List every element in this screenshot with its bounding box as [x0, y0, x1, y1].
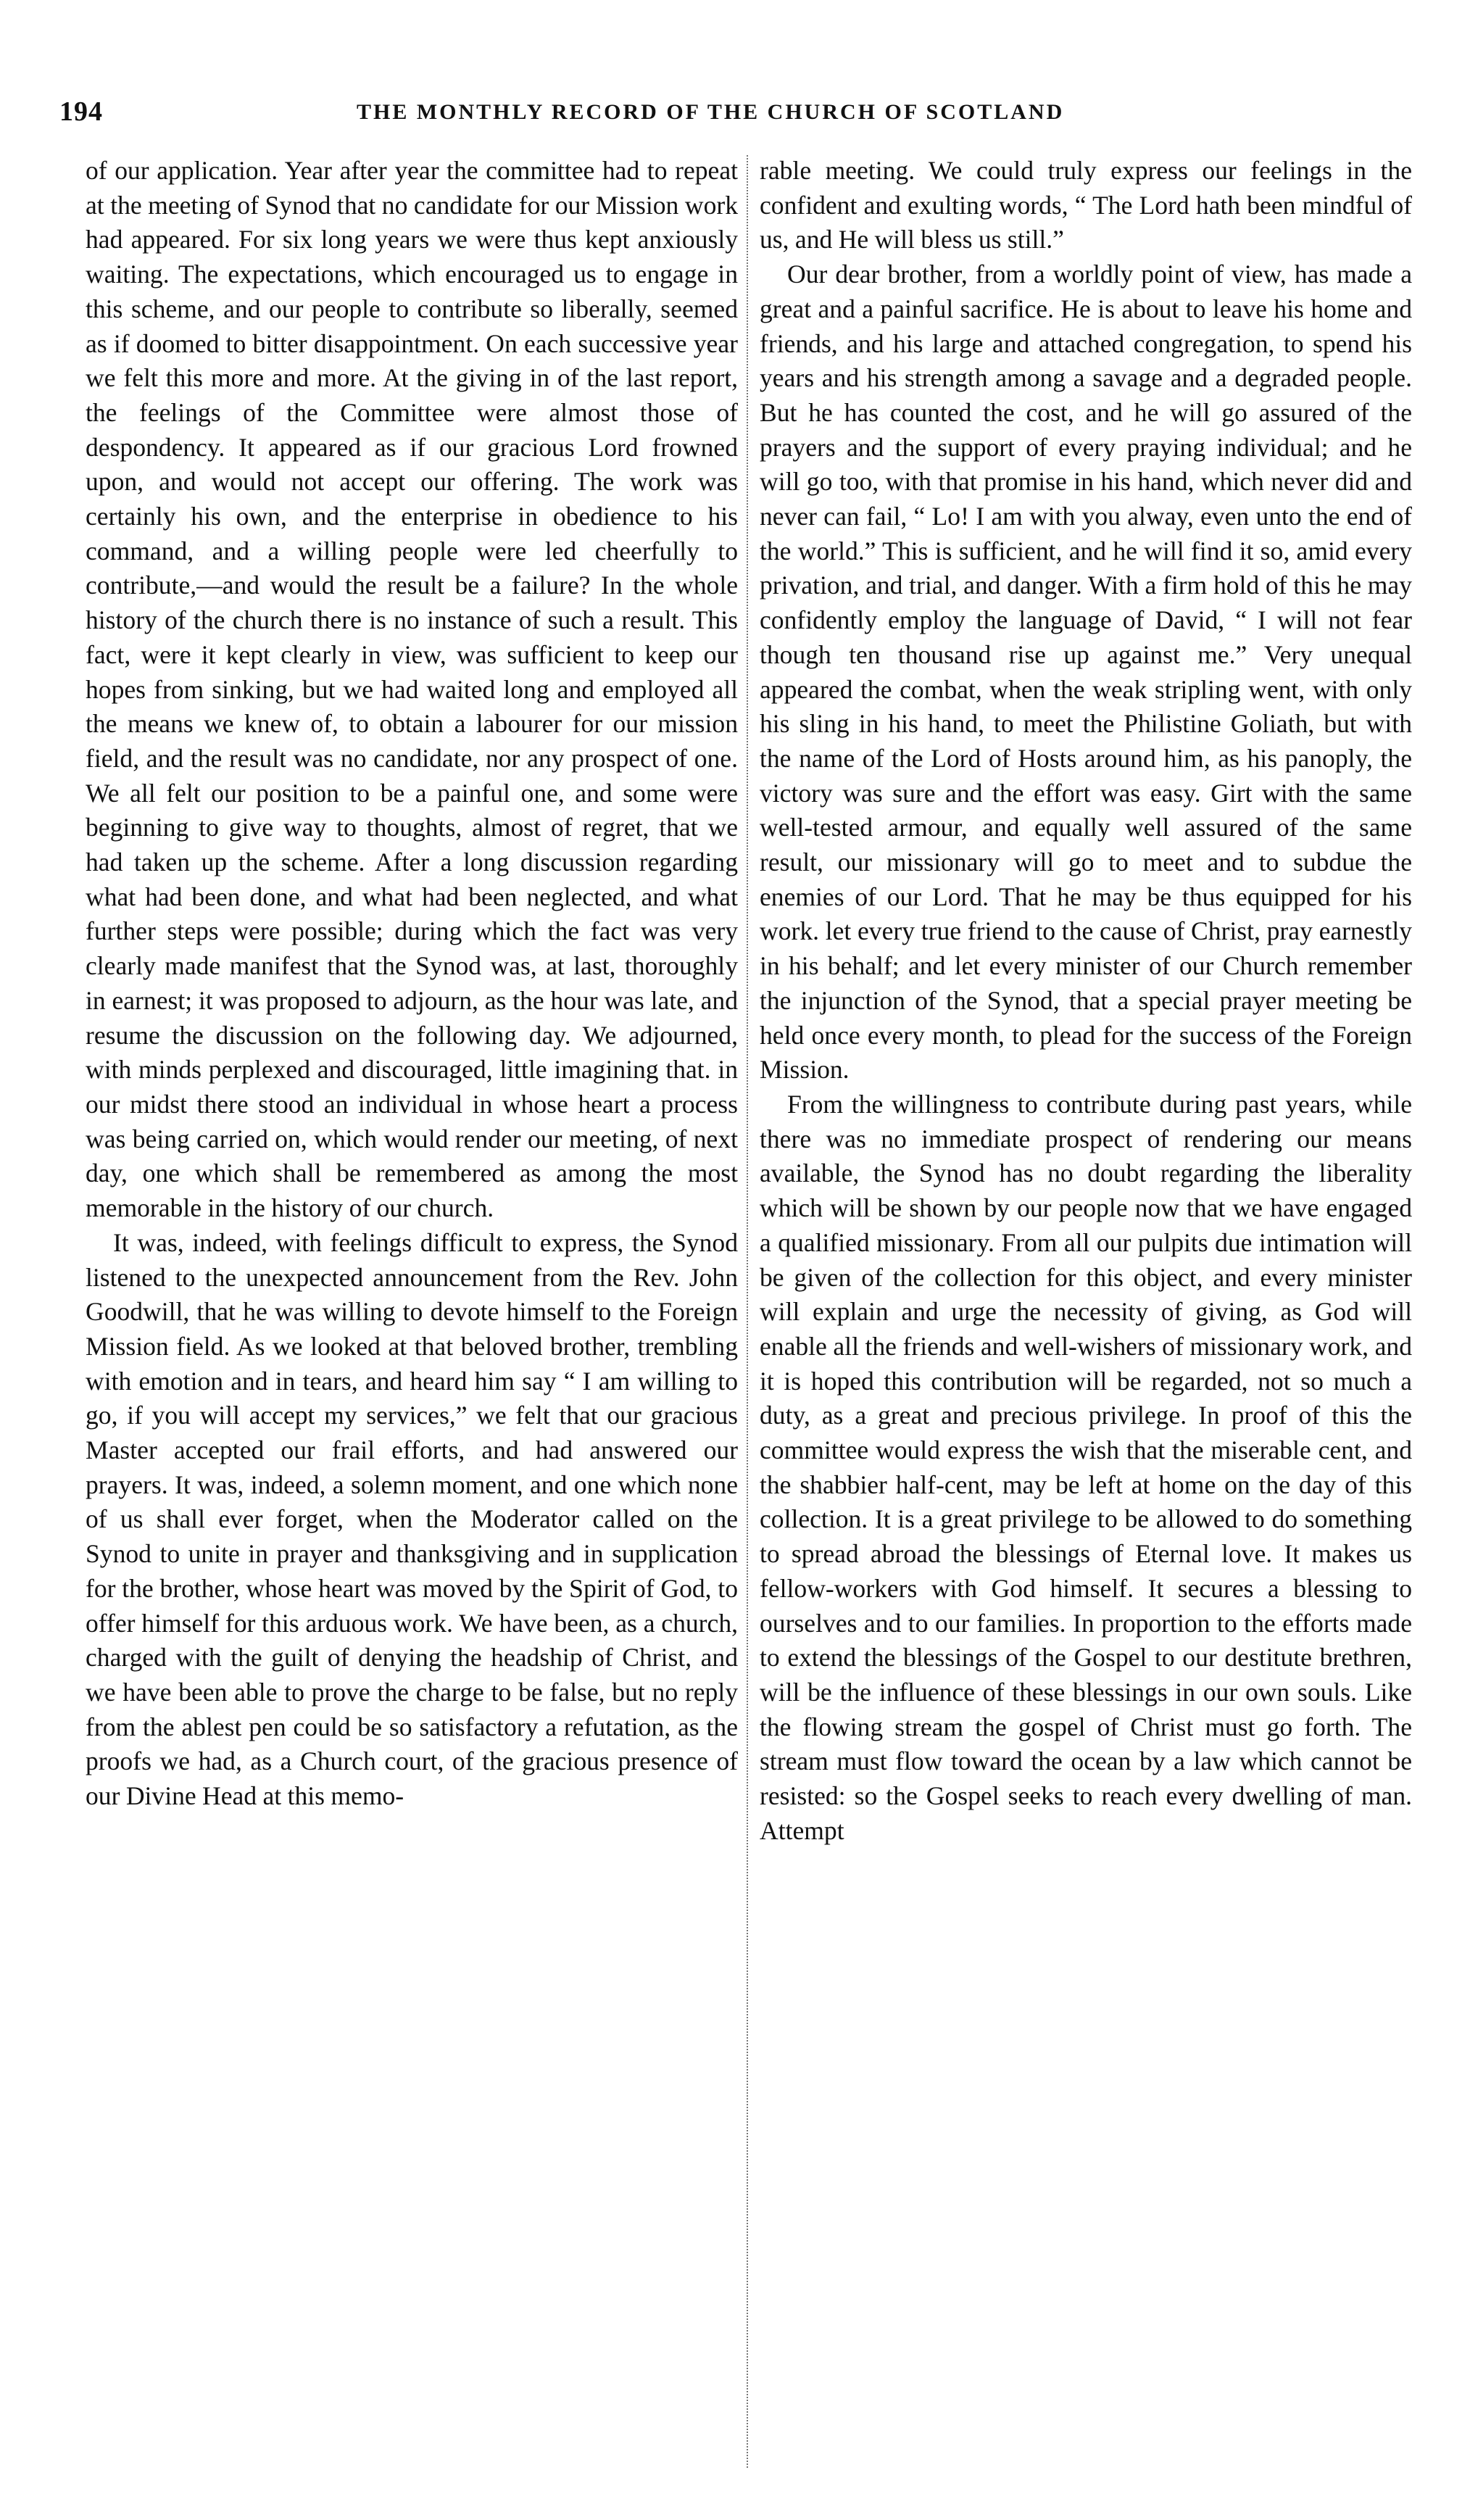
right-column: [760, 154, 1412, 1848]
paragraph: of our application. Year after year the committee had to repeat at the meeting of Synod that no candidate for our Mission work had appeared. For six long years we were thus kept anxiously waiting. The expectations, which encouraged us to engage in this scheme, and our people to contribute so liberally, seemed as if doomed to bitter disappointment. On each successive year we felt this more and more. At the giving in of the last report, the feelings of the Committee were almost those of despondency. It appeared as if our gracious Lord frowned upon, and would not accept our offering. The work was certainly his own, and the enterprise in obedience to his command, and a willing people were led cheerfully to contribute,—and would the result be a failure? In the whole history of the church there is no instance of such a result. This fact, were it kept clearly in view, was sufficient to keep our hopes from sinking, but we had waited long and employed all the means we knew of, to obtain a labourer for our mission field, and the result was no candidate, nor any prospect of one. We all felt our position to be a painful one, and some were beginning to give way to thoughts, almost of regret, that we had taken up the scheme. After a long discussion regarding what had been done, and what had been neglected, and what further steps were possible; during which the fact was very clearly made manifest that the Synod was, at last, thoroughly in earnest; it was proposed to adjourn, as the hour was late, and resume the discussion on the following day. We adjourned, with minds perplexed and discouraged, little imagining that. in our midst there stood an individual in whose heart a process was being carried on, which would render our meeting, of next day, one which shall be remembered as among the most memorable in the history of our church.: [86, 156, 738, 1223]
paragraph: It was, indeed, with feelings difficult to express, the Synod listened to the unexpected announcement from the Rev. John Goodwill, that he was willing to devote himself to the Foreign Mission field. As we looked at that beloved brother, trembling with emotion and in tears, and heard him say “ I am willing to go, if you will accept my services,” we felt that our gracious Master accepted our frail efforts, and had answered our prayers. It was, indeed, a solemn moment, and one which none of us shall ever forget, when the Moderator called on the Synod to unite in prayer and thanksgiving and in supplication for the brother, whose heart was moved by the Spirit of God, to offer himself for this arduous work. We have been, as a church, charged with the guilt of denying the headship of Christ, and we have been able to prove the charge to be false, but no reply from the ablest pen could be so satisfactory a refutation, as the proofs we had, as a Church court, of the gracious presence of our Divine Head at this memo-: [86, 1227, 738, 1811]
running-title: THE MONTHLY RECORD OF THE CHURCH OF SCOTLAND: [357, 100, 1065, 124]
left-column: [86, 154, 738, 1814]
page-number: 194: [59, 96, 103, 127]
paragraph: rable meeting. We could truly express our feelings in the confident and exulting words, “ The Lord hath been mindful of us, and He will bless us still.”: [760, 156, 1412, 254]
page-header: [59, 96, 1416, 139]
column-divider: [747, 155, 748, 2468]
paragraph: From the willingness to contribute during past years, while there was no immediate prospect of rendering our means available, the Synod has no doubt regarding the liberality which will be shown by our people now that we have engaged a qualified missionary. From all our pulpits due intimation will be given of the collection for this object, and every minister will explain and urge the necessity of giving, as God will enable all the friends and well-wishers of missionary work, and it is hoped this contribution will be regarded, not so much a duty, as a great and precious privilege. In proof of this the committee would express the wish that the miserable cent, and the shabbier half-cent, may be left at home on the day of this collection. It is a great privilege to be allowed to do something to spread abroad the blessings of Eternal love. It makes us fellow-workers with God himself. It secures a blessing to ourselves and to our families. In proportion to the efforts made to extend the blessings of the Gospel to our destitute brethren, will be the influence of these blessings in our own souls. Like the flowing stream the gospel of Christ must go forth. The stream must flow toward the ocean by a law which cannot be resisted: so the Gospel seeks to reach every dwelling of man. Attempt: [760, 1089, 1412, 1845]
paragraph: Our dear brother, from a worldly point of view, has made a great and a painful sacrifice. He is about to leave his home and friends, and his large and attached congregation, to spend his years and his strength among a savage and a degraded people. But he has counted the cost, and he will go assured of the prayers and the support of every praying individual; and he will go too, with that promise in his hand, which never did and never can fail, “ Lo! I am with you alway, even unto the end of the world.” This is sufficient, and he will find it so, amid every privation, and trial, and danger. With a firm hold of this he may confidently employ the language of David, “ I will not fear though ten thousand rise up against me.” Very unequal appeared the combat, when the weak stripling went, with only his sling in his hand, to meet the Philistine Goliath, but with the name of the Lord of Hosts around him, as his panoply, the victory was sure and the effort was easy. Girt with the same well-tested armour, and equally well assured of the same result, our missionary will go to meet and to subdue the enemies of our Lord. That he may be thus equipped for his work. let every true friend to the cause of Christ, pray earnestly in his behalf; and let every minister of our Church remember the injunction of the Synod, that a special prayer meeting be held once every month, to plead for the success of the Foreign Mission.: [760, 260, 1412, 1085]
